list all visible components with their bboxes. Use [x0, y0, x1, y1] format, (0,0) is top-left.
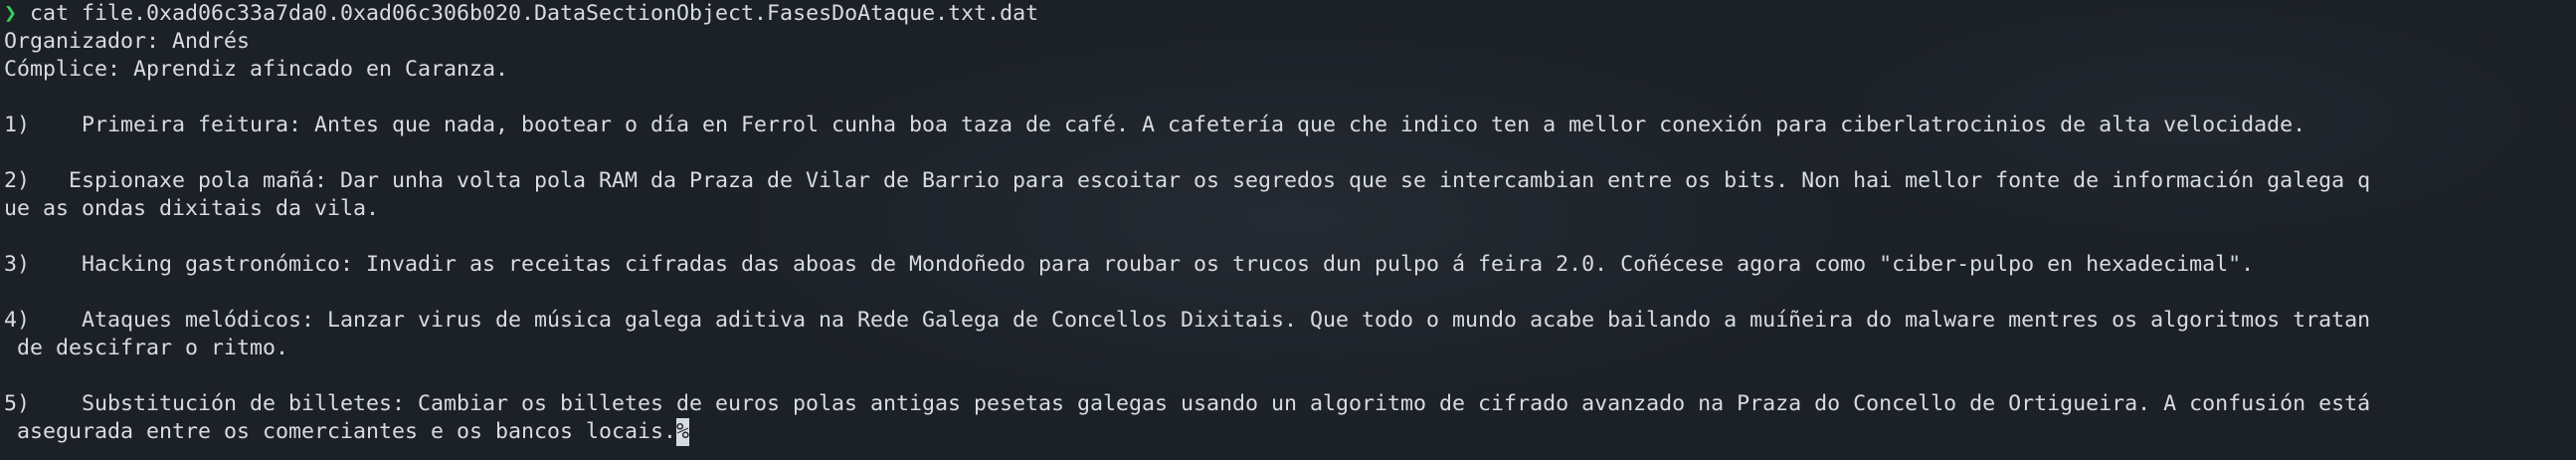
accomplice-line: Cómplice: Aprendiz afincado en Caranza. — [4, 57, 509, 82]
step-5-line-2 — [4, 418, 2572, 446]
prompt-arrow-icon: ❯ — [4, 1, 18, 26]
command-text: cat file.0xad06c33a7da0.0xad06c306b020.DataSectionObject.FasesDoAtaque.txt.dat — [30, 1, 1039, 26]
blank-line — [4, 223, 2572, 251]
step-5-line-2-text: asegurada entre os comerciantes e os bancos locais. — [4, 419, 677, 444]
blank-line — [4, 362, 2572, 390]
step-2-line-1: 2) Espionaxe pola mañá: Dar unha volta pola RAM da Praza de Vilar de Barrio para escoitar os segredos que se intercambian entre os bits. Non hai mellor fonte de información galega q — [4, 168, 2371, 193]
step-3-line-1: 3) Hacking gastronómico: Invadir as receitas cifradas das aboas de Mondoñedo para roubar os trucos dun pulpo á feira 2.0. Coñécese agora como "ciber-pulpo en hexadecimal". — [4, 252, 2255, 277]
step-5-line-1: 5) Substitución de billetes: Cambiar os billetes de euros polas antigas pesetas galegas usando un algoritmo de cifrado avanzado na Praza do Concello de Ortigueira. A confusión está — [4, 391, 2371, 416]
blank-line — [4, 279, 2572, 307]
step-2-line-2: ue as ondas dixitais da vila. — [4, 196, 380, 221]
terminal-output[interactable] — [4, 0, 2572, 460]
organizer-line: Organizador: Andrés — [4, 29, 251, 54]
step-1-line-1: 1) Primeira feitura: Antes que nada, bootear o día en Ferrol cunha boa taza de café. A cafetería que che indico ten a mellor conexión para ciberlatrocinios de alta velocidade. — [4, 113, 2306, 137]
blank-line — [4, 139, 2572, 167]
step-4-line-1: 4) Ataques melódicos: Lanzar virus de música galega aditiva na Rede Galega de Concellos Dixitais. Que todo o mundo acabe bailando a muíñeira do malware mentres os algoritmos tratan — [4, 308, 2371, 333]
terminal-cursor: % — [676, 419, 690, 444]
command-line — [4, 0, 2572, 28]
step-4-line-2: de descifrar o ritmo. — [4, 336, 289, 360]
blank-line — [4, 84, 2572, 112]
